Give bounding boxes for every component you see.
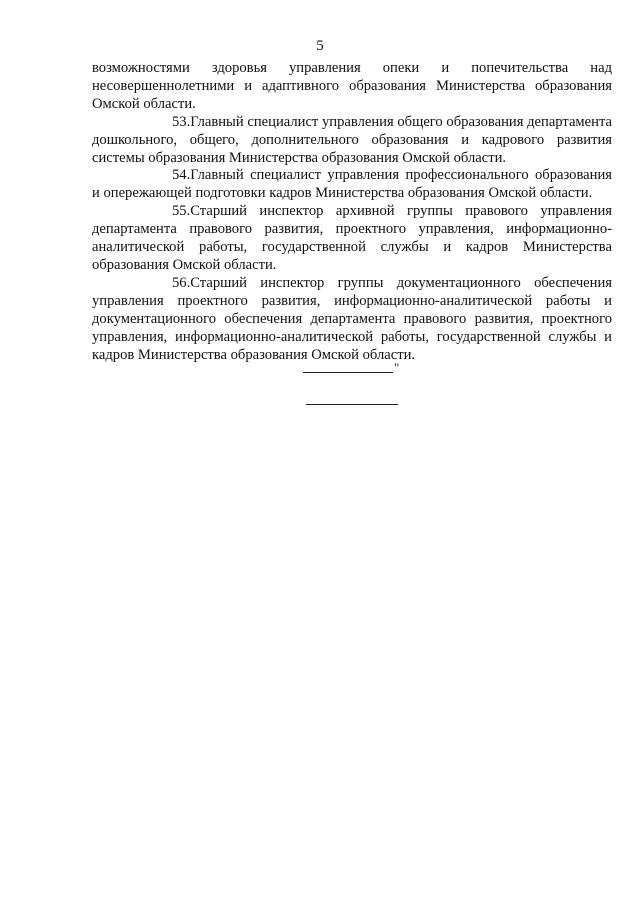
list-item-number: 56. [172, 274, 191, 291]
page-number: 5 [316, 38, 324, 54]
list-item-text: Старший инспектор группы документационного обеспечения управления проектного развития, информационно-аналитической работы и документационного обеспечения департамента правового развития, проектного управления, информационно-аналитической работы, государственной службы и кадров Министерства образования Омской области. [92, 274, 612, 363]
list-item-number: 53. [172, 113, 191, 130]
list-item-number: 54. [172, 167, 191, 184]
closing-underline [303, 372, 393, 373]
list-item-number: 55. [172, 203, 191, 220]
paragraph-text: возможностями здоровья управления опеки и попечительства над несовершеннолетними и адаптивного образования Министерства образования Омской области. [92, 60, 612, 112]
document-body [92, 60, 612, 364]
list-item-text: Главный специалист управления общего образования департамента дошкольного, общего, дополнительного образования и кадрового развития системы образования Министерства образования Омской области. [92, 113, 612, 166]
list-item-55 [92, 203, 612, 275]
closing-quote-mark: " [394, 360, 400, 375]
paragraph-continuation [92, 60, 612, 114]
list-item-54 [92, 167, 612, 203]
list-item-56 [92, 275, 612, 365]
list-item-text: Старший инспектор архивной группы правового управления департамента правового развития, проектного управления, информационно-аналитической работы, государственной службы и кадров Министерства образования Омской области. [92, 203, 612, 273]
list-item-53 [92, 114, 612, 168]
end-separator-line [306, 404, 398, 405]
list-item-text: Главный специалист управления профессионального образования и опережающей подготовки кадров Министерства образования Омской области. [92, 167, 612, 202]
